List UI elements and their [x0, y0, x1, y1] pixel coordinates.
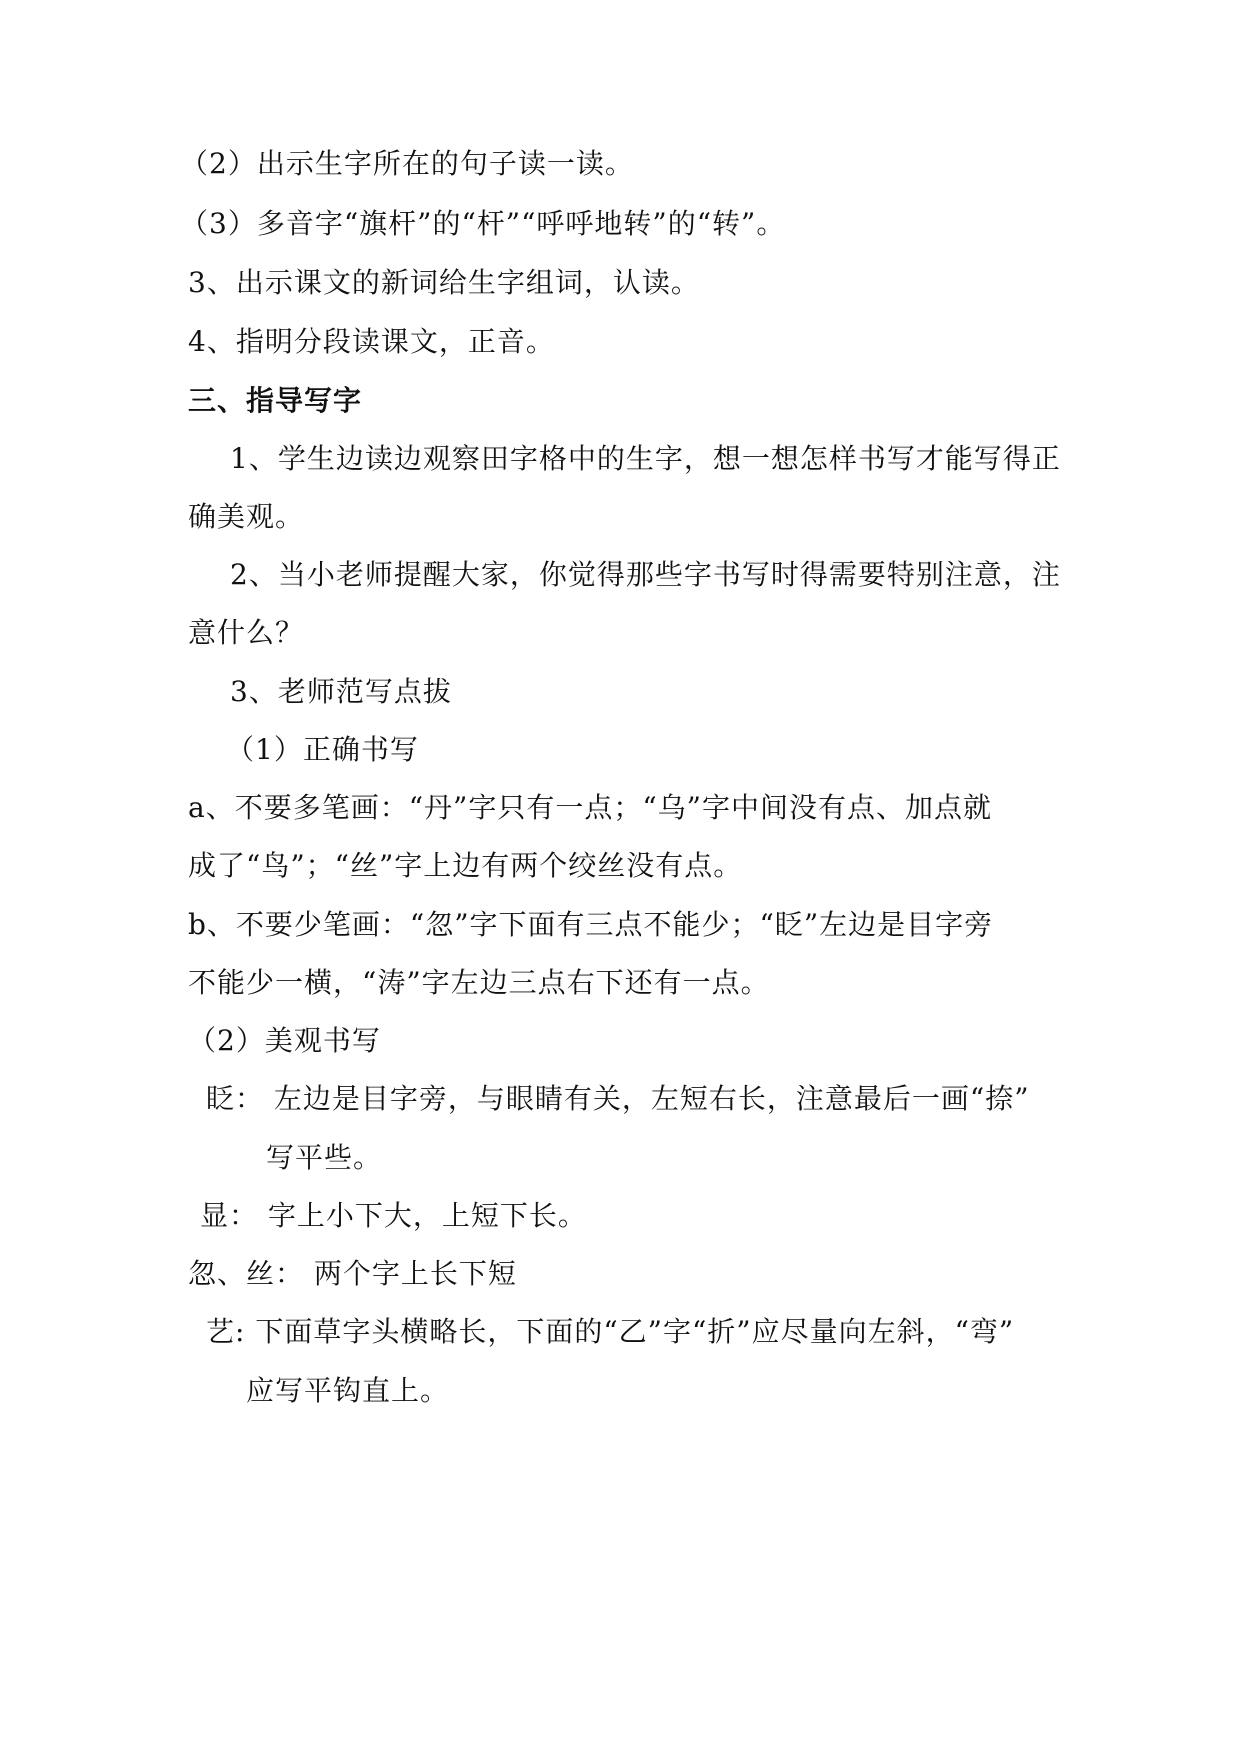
text-line: 忽、丝： 两个字上长下短 [188, 1257, 517, 1290]
text-line: 艺: 下面草字头横略长，下面的“乙”字“折”应尽量向左斜，“弯” [206, 1315, 1015, 1348]
text-line: 1、学生边读边观察田字格中的生字，想一想怎样书写才能写得正 [230, 442, 1061, 475]
text-line: 4、指明分段读课文，正音。 [188, 325, 555, 358]
text-line: 3、老师范写点拔 [230, 675, 452, 708]
text-line: （3）多音字“旗杆”的“杆”“呼呼地转”的“转”。 [180, 207, 786, 240]
text-line: （2）出示生字所在的句子读一读。 [180, 147, 634, 180]
text-line: 确美观。 [188, 500, 305, 533]
text-line: 写平些。 [266, 1141, 383, 1174]
section-heading: 三、指导写字 [188, 384, 363, 417]
text-line: （2）美观书写 [188, 1024, 381, 1057]
text-line: 眨： 左边是目字旁，与眼睛有关，左短右长，注意最后一画“捺” [206, 1082, 1030, 1115]
text-line: 成了“鸟”；“丝”字上边有两个绞丝没有点。 [188, 849, 743, 882]
text-line: 意什么？ [188, 616, 305, 649]
text-line: 3、出示课文的新词给生字组词，认读。 [188, 266, 700, 299]
text-line: b、不要少笔画：“忽”字下面有三点不能少；“眨”左边是目字旁 [188, 908, 994, 941]
text-line: a、不要多笔画：“丹”字只有一点；“乌”字中间没有点、加点就 [188, 791, 992, 824]
text-line: 2、当小老师提醒大家，你觉得那些字书写时得需要特别注意，注 [230, 558, 1061, 591]
text-line: 应写平钩直上。 [246, 1374, 450, 1407]
text-line: 不能少一横，“涛”字左边三点右下还有一点。 [188, 966, 770, 999]
text-line: （1）正确书写 [226, 733, 419, 766]
text-line: 显： 字上小下大，上短下长。 [200, 1199, 587, 1232]
